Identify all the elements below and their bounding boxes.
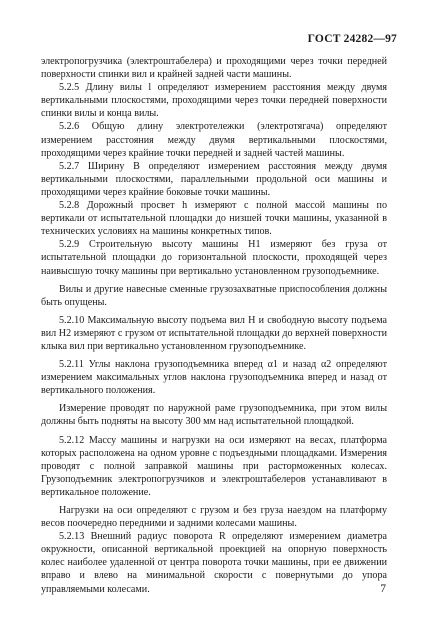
paragraph-5-2-7: 5.2.7 Ширину B определяют измерением расстояния между двумя вертикальными плоскостями, параллельными продольной оси машины и проходящими через крайние боковые точки машины. xyxy=(41,160,387,198)
paragraph-5-2-12: 5.2.12 Массу машины и нагрузки на оси измеряют на весах, платформа которых расположена на одном уровне с подъездными площадками. Измерения проводят с полной заправкой машины при расторможенных колесах. Грузоподъемник электропогрузчиков и электроштабелеров устанавливают в вертикальное положение. xyxy=(41,434,387,498)
paragraph-5-2-8: 5.2.8 Дорожный просвет h измеряют с полной массой машины по вертикали от испытательной площадки до низшей точки машины, указанной в технических условиях на машины конкретных типов. xyxy=(41,200,387,238)
paragraph-5-2-13: 5.2.13 Внешний радиус поворота R определяют измерением диаметра окружности, описанной вертикальной проекцией на опорную поверхность колес наиболее удаленной от центра поворота точки машины, при ее движении вправо и влево на минимальной скорости с повернутыми до упора управляемыми колесами. xyxy=(41,531,387,595)
paragraph-5-2-9: 5.2.9 Строительную высоту машины H1 измеряют без груза от испытательной площадки до горизонтальной плоскости, проходящей через наивысшую точку машины при вертикально установленном грузоподъемнике. xyxy=(41,239,387,277)
paragraph-continuation: электропогрузчика (электроштабелера) и проходящими через точки передней поверхности спинки вил и крайней задней части машины. xyxy=(41,56,387,81)
standard-number-header: ГОСТ 24282—97 xyxy=(307,33,397,45)
paragraph-5-2-5: 5.2.5 Длину вилы l определяют измерением расстояния между двумя вертикальными плоскостями, проходящими через точки передней поверхности спинки вилы и конца вилы. xyxy=(41,82,387,120)
paragraph-axle-loads: Нагрузки на оси определяют с грузом и без груза наездом на платформу весов поочередно передними и задними колесами машины. xyxy=(41,505,387,530)
paragraph-5-2-11: 5.2.11 Углы наклона грузоподъемника вперед α1 и назад α2 определяют измерением максимальных углов наклона грузоподъемника вперед и назад от вертикального положения. xyxy=(41,359,387,397)
document-body xyxy=(41,55,387,596)
paragraph-5-2-6: 5.2.6 Общую длину электротележки (электротягача) определяют измерением расстояния между двумя вертикальными плоскостями, проходящими через крайние точки передней и задней частей машины. xyxy=(41,121,387,159)
paragraph-measurement-frame: Измерение проводят по наружной раме грузоподъемника, при этом вилы должны быть подняты на высоту 300 мм над испытательной площадкой. xyxy=(41,403,387,428)
paragraph-5-2-10: 5.2.10 Максимальную высоту подъема вил H и свободную высоту подъема вил H2 измеряют с грузом от испытательной площадки до верхней поверхности клыка вил при вертикально установленном грузоподъемнике. xyxy=(41,314,387,352)
paragraph-forks-lowered: Вилы и другие навесные сменные грузозахватные приспособления должны быть опущены. xyxy=(41,283,387,308)
page-number: 7 xyxy=(380,583,386,595)
